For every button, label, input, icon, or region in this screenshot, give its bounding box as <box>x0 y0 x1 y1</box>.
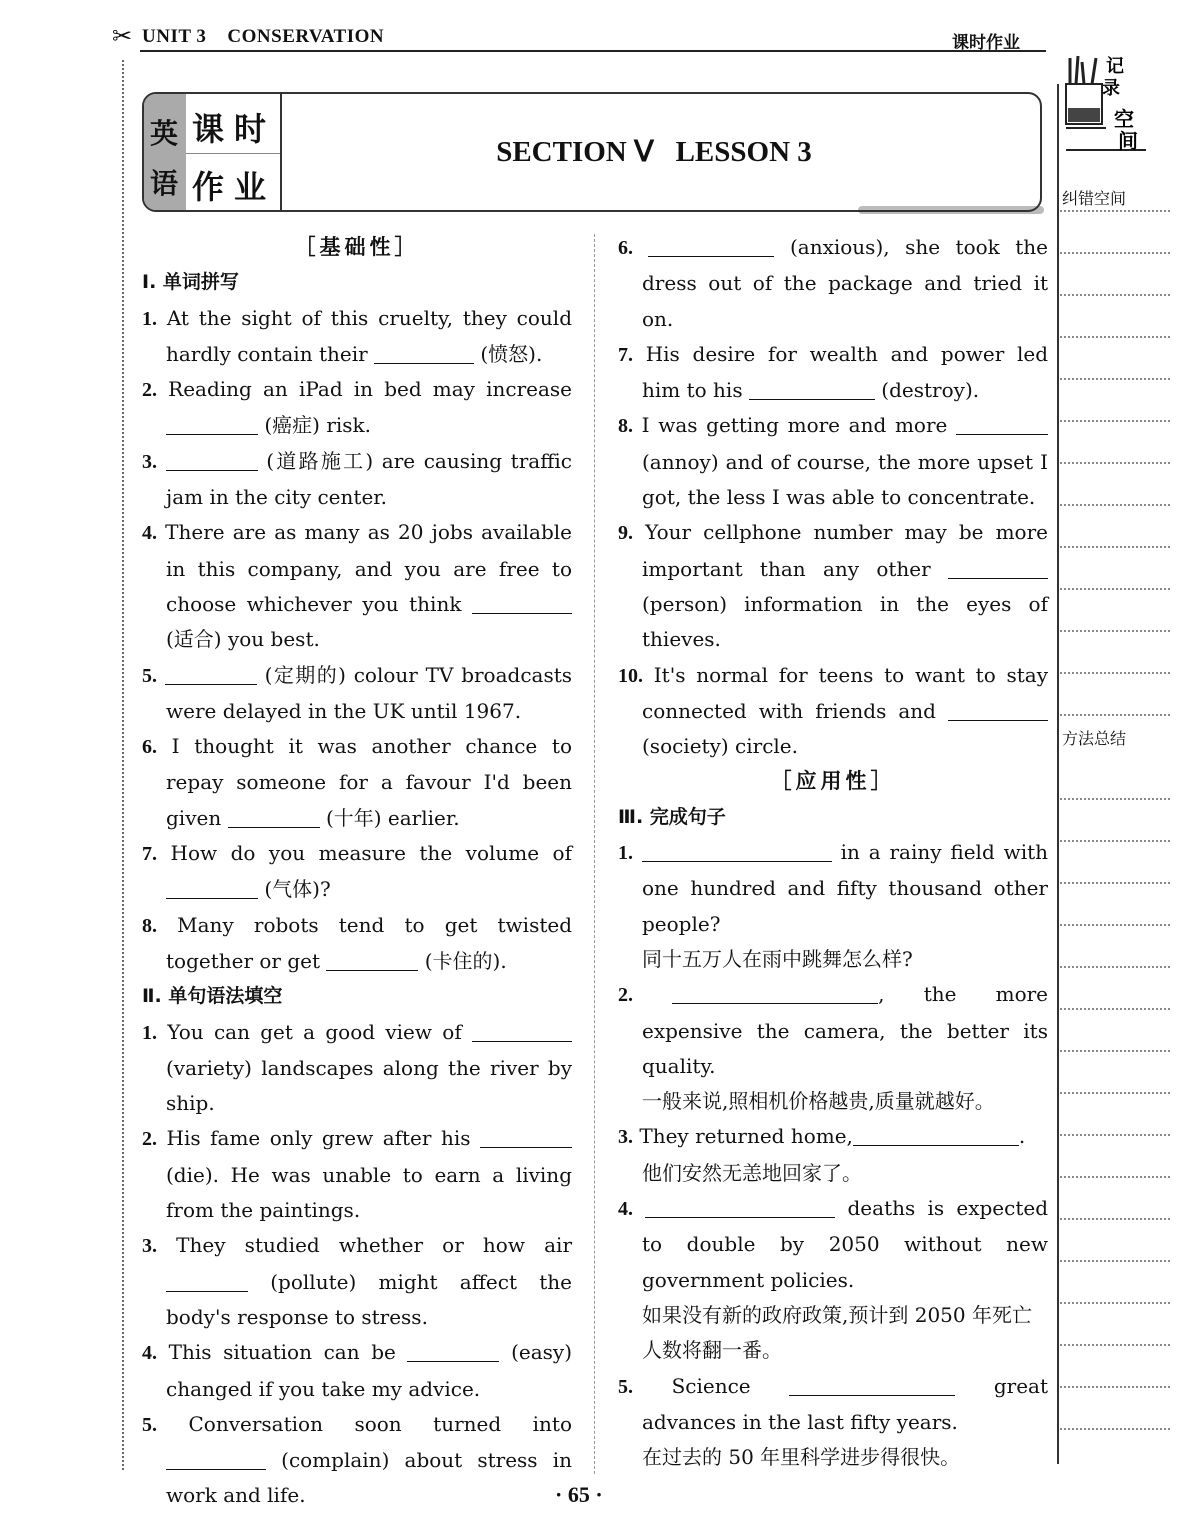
list-item: 10. It's normal for teens to want to stay connected with friends and (society) circle. <box>618 662 1049 759</box>
note-line <box>1060 630 1170 632</box>
answer-blank[interactable] <box>166 414 258 435</box>
list-item: 7. His desire for wealth and power led him to his (destroy). <box>618 341 1049 403</box>
list-item: 8. I was getting more and more (annoy) and of course, the more upset I got, the less I was able to concentrate. <box>618 413 1048 510</box>
note-line <box>1060 882 1170 884</box>
list-item: 9. Your cellphone number may be more important than any other (person) information in the eyes of thieves. <box>618 520 1048 652</box>
answer-blank[interactable] <box>472 593 572 614</box>
part2-title: Ⅱ. 单句语法填空 <box>142 985 283 1008</box>
note-line <box>1060 966 1170 968</box>
note-line <box>1060 840 1170 842</box>
scissors-icon: ✂ <box>112 22 133 50</box>
list-item: 3. They returned home, . <box>618 1124 1026 1149</box>
answer-blank[interactable] <box>948 700 1048 721</box>
answer-blank[interactable] <box>166 1449 266 1470</box>
list-item: 3. (道路施工) are causing traffic jam in the city center. <box>142 448 573 510</box>
logo-char: 间 <box>1118 129 1138 153</box>
unit-header <box>142 26 384 48</box>
banner-grid-bottom: 作业 <box>192 168 277 206</box>
answer-blank[interactable] <box>165 664 257 685</box>
note-line <box>1060 462 1170 464</box>
note-line <box>1060 1050 1170 1052</box>
list-item: 4. deaths is expected to double by 2050 without new government policies. <box>618 1196 1049 1292</box>
list-item: 6. I thought it was another chance to repay someone for a favour I'd been given (十年) earlier. <box>142 734 573 830</box>
answer-blank[interactable] <box>948 558 1048 579</box>
note-line <box>1060 294 1170 296</box>
note-line <box>1060 420 1170 422</box>
section-heading-basic: ［基础性］ <box>294 235 420 259</box>
note-line <box>1060 1302 1170 1304</box>
method-summary-label: 方法总结 <box>1062 729 1127 748</box>
list-item: 8. Many robots tend to get twisted together or get (卡住的). <box>142 912 573 973</box>
part1-title: Ⅰ. 单词拼写 <box>142 271 239 294</box>
logo-char: 空 <box>1114 107 1134 131</box>
answer-blank[interactable] <box>166 878 258 899</box>
header-rule <box>140 50 1046 52</box>
translation: 一般来说,照相机价格越贵,质量就越好。 <box>642 1089 995 1114</box>
translation: 他们安然无恙地回家了。 <box>642 1160 862 1185</box>
translation: 如果没有新的政府政策,预计到 2050 年死亡人数将翻一番。 <box>642 1302 1032 1363</box>
note-line <box>1060 1218 1170 1220</box>
answer-blank[interactable] <box>853 1125 1019 1146</box>
part3-title: Ⅲ. 完成句子 <box>618 805 726 828</box>
banner-grid-divider <box>186 153 280 154</box>
section-heading-applied: ［应用性］ <box>770 769 896 794</box>
list-item: 5. (定期的) colour TV broadcasts were delayed in the UK until 1967. <box>142 662 573 723</box>
list-item: 2. , the more expensive the camera, the better its quality. <box>618 982 1049 1078</box>
right-column <box>618 230 1048 1475</box>
note-line <box>1060 1134 1170 1136</box>
unit-label: UNIT 3 <box>142 26 207 47</box>
banner-grid-top: 课时 <box>192 110 277 148</box>
note-line <box>1060 672 1170 674</box>
section-title: SECTION Ⅴ LESSON 3 <box>496 136 812 168</box>
answer-blank[interactable] <box>480 1127 572 1148</box>
note-line <box>1060 714 1170 716</box>
banner-grid <box>186 94 282 210</box>
note-line <box>1060 210 1170 212</box>
note-line <box>1060 336 1170 338</box>
section-banner <box>142 92 1042 212</box>
left-column <box>142 230 572 1514</box>
note-line <box>1060 924 1170 926</box>
list-item: 6. (anxious), she took the dress out of the package and tried it on. <box>618 235 1048 331</box>
note-line <box>1060 1386 1170 1388</box>
list-item: 3. They studied whether or how air (pollute) might affect the body's response to stress. <box>142 1233 573 1329</box>
answer-blank[interactable] <box>645 1197 835 1218</box>
column-divider <box>594 234 595 1474</box>
note-line <box>1060 798 1170 800</box>
answer-blank[interactable] <box>326 950 418 971</box>
note-line <box>1060 1428 1170 1430</box>
answer-blank[interactable] <box>648 236 774 257</box>
note-line <box>1060 1008 1170 1010</box>
note-line <box>1060 1176 1170 1178</box>
answer-blank[interactable] <box>472 1021 572 1042</box>
note-line <box>1060 588 1170 590</box>
banner-subject-char: 英 <box>150 117 179 150</box>
translation: 在过去的 50 年里科学进步得很快。 <box>642 1445 961 1470</box>
logo-char: 录 <box>1102 78 1120 99</box>
answer-blank[interactable] <box>642 841 832 862</box>
answer-blank[interactable] <box>407 1341 499 1362</box>
note-line <box>1060 1344 1170 1346</box>
list-item: 2. His fame only grew after his (die). He was unable to earn a living from the paintings. <box>142 1126 572 1223</box>
banner-subject-char: 语 <box>150 167 179 200</box>
note-line <box>1060 1260 1170 1262</box>
answer-blank[interactable] <box>166 450 258 471</box>
list-item: 5. Science great advances in the last fifty years. <box>618 1373 1049 1434</box>
note-line <box>1060 378 1170 380</box>
note-line <box>1060 1092 1170 1094</box>
list-item: 1. You can get a good view of (variety) landscapes along the river by ship. <box>142 1019 572 1116</box>
unit-title: CONSERVATION <box>227 26 385 47</box>
list-item: 2. Reading an iPad in bed may increase (癌症) risk. <box>142 377 573 438</box>
list-item: 1. At the sight of this cruelty, they could hardly contain their (愤怒). <box>142 305 573 366</box>
error-correction-label: 纠错空间 <box>1062 189 1127 208</box>
answer-blank[interactable] <box>228 807 320 828</box>
answer-blank[interactable] <box>749 379 875 400</box>
answer-blank[interactable] <box>672 983 878 1004</box>
answer-blank[interactable] <box>956 414 1048 435</box>
list-item: 5. Conversation soon turned into (complain) about stress in work and life. <box>142 1411 573 1508</box>
list-item: 7. How do you measure the volume of (气体)? <box>142 841 572 902</box>
list-item: 1. in a rainy field with one hundred and fifty thousand other people? <box>618 840 1049 936</box>
list-item: 4. There are as many as 20 jobs available in this company, and you are free to choose whichever you think (适合) you best. <box>142 520 572 652</box>
page-number: · 65 · <box>555 1482 603 1507</box>
list-item: 4. This situation can be (easy) changed if you take my advice. <box>142 1340 573 1401</box>
banner-subject <box>144 94 186 210</box>
logo-char: 记 <box>1106 56 1124 77</box>
answer-blank[interactable] <box>789 1375 955 1396</box>
answer-blank[interactable] <box>374 343 474 364</box>
answer-blank[interactable] <box>166 1271 248 1292</box>
notes-logo <box>1062 54 1148 160</box>
header-tag: 课时作业 <box>952 33 1020 53</box>
translation: 同十五万人在雨中跳舞怎么样? <box>642 946 913 971</box>
note-line <box>1060 546 1170 548</box>
note-line <box>1060 504 1170 506</box>
cut-line <box>122 60 124 1470</box>
note-line <box>1060 252 1170 254</box>
margin-rule <box>1057 84 1059 1464</box>
